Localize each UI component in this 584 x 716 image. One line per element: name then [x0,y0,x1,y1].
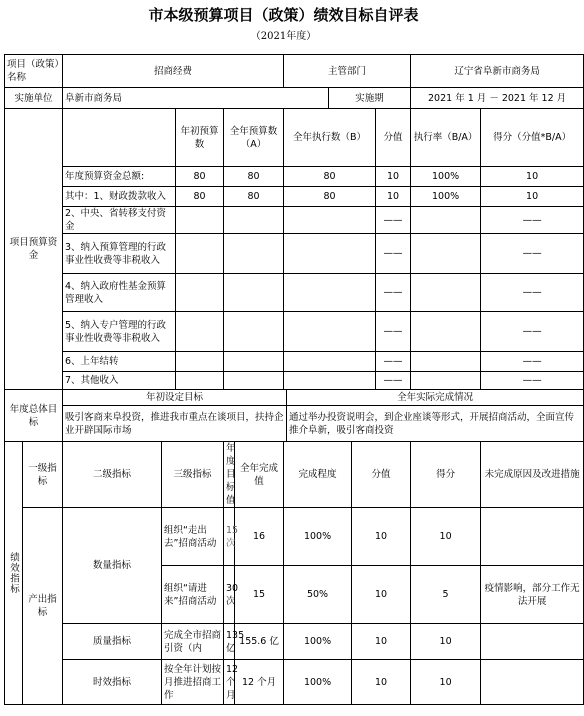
perf-level1-output: 产出指标 [23,508,63,705]
budget-rate: 100% [411,167,481,187]
perf-header-level2: 二级指标 [63,442,162,508]
budget-header-blank [63,109,176,167]
budget-rate [411,207,481,234]
budget-score-value: —— [376,274,411,312]
budget-initial [176,312,224,352]
budget-score: 10 [481,187,584,207]
header-score-value: 分值 [376,109,411,167]
budget-row [5,207,584,234]
budget-rate [411,372,481,390]
perf-degree: 100% [284,660,352,705]
perf-target: 30 次 [224,566,235,624]
perf-score: 10 [411,508,481,566]
budget-annual: 80 [224,167,284,187]
perf-row [5,624,584,660]
perf-row [5,508,584,566]
goals-done-text: 通过举办投资说明会，到企业座谈等形式，开展招商活动，全面宣传推介阜新，吸引客商投资 [287,406,584,442]
perf-score: 10 [411,624,481,660]
budget-score: —— [481,274,584,312]
perf-row [5,660,584,705]
budget-score: —— [481,207,584,234]
budget-rate [411,274,481,312]
budget-executed [284,372,376,390]
perf-section-label: 绩效指标 [5,442,23,705]
header-initial: 年初预算数 [176,109,224,167]
budget-score: —— [481,312,584,352]
budget-score-value: —— [376,312,411,352]
header-executed: 全年执行数（B） [284,109,376,167]
perf-reason: 疫情影响，部分工作无法开展 [481,566,584,624]
unit-value: 阜新市商务局 [63,88,329,109]
budget-row [5,274,584,312]
budget-score-value: —— [376,372,411,390]
budget-annual [224,274,284,312]
perf-actual: 12 个月 [235,660,284,705]
header-score: 得分（分值*B/A） [481,109,584,167]
perf-target: 135 亿 [224,624,235,660]
budget-initial [176,234,224,274]
budget-rate [411,312,481,352]
budget-section-label: 项目预算资金 [5,109,63,390]
perf-header-degree: 完成程度 [284,442,352,508]
perf-degree: 50% [284,566,352,624]
budget-score-value: —— [376,352,411,372]
header-annual: 全年预算数（A） [224,109,284,167]
dept-value: 辽宁省阜新市商务局 [411,55,584,88]
perf-actual: 16 [235,508,284,566]
budget-executed: 80 [284,187,376,207]
budget-rate [411,352,481,372]
budget-row-label: 7、其他收入 [63,372,176,390]
budget-initial [176,352,224,372]
budget-row-label: 4、纳入政府性基金预算管理收入 [63,274,176,312]
page-subtitle: （2021年度） [250,31,317,42]
perf-header-reason: 未完成原因及改进措施 [481,442,584,508]
budget-annual [224,207,284,234]
budget-initial: 80 [176,167,224,187]
perf-target: 15 次 [224,508,235,566]
budget-annual: 80 [224,187,284,207]
perf-actual: 15 [235,566,284,624]
budget-annual [224,352,284,372]
project-row [5,55,584,88]
budget-rate: 100% [411,187,481,207]
budget-executed [284,234,376,274]
budget-annual [224,312,284,352]
budget-annual [224,372,284,390]
perf-level3: 组织“走出去”招商活动 [162,508,224,566]
budget-annual [224,234,284,274]
budget-row [5,372,584,390]
project-name: 招商经费 [63,55,284,88]
perf-header-score-value: 分值 [352,442,411,508]
budget-score: 10 [481,167,584,187]
perf-reason-empty [481,508,584,566]
budget-executed [284,207,376,234]
perf-actual: 155.6 亿 [235,624,284,660]
perf-score-value: 10 [352,624,411,660]
period-value: 2021 年 1 月 － 2021 年 12 月 [411,88,584,109]
budget-header-row [5,109,584,167]
budget-score-value: 10 [376,167,411,187]
perf-time-label: 时效指标 [63,660,162,705]
unit-label: 实施单位 [5,88,63,109]
goals-header-row [5,390,584,406]
goals-set-header: 年初设定目标 [63,390,287,406]
budget-score: —— [481,352,584,372]
perf-level3: 组织“请进来”招商活动 [162,566,224,624]
goals-label: 年度总体目标 [5,390,63,442]
budget-row [5,167,584,187]
perf-score: 10 [411,660,481,705]
perf-reason-empty [481,660,584,705]
perf-score: 5 [411,566,481,624]
budget-row [5,352,584,372]
goals-set-text: 吸引客商来阜投资，推进我市重点在谈项目，扶持企业开辟国际市场 [63,406,287,442]
perf-degree: 100% [284,508,352,566]
budget-row-label: 年度预算资金总额: [63,167,176,187]
perf-score-value: 10 [352,508,411,566]
budget-executed [284,352,376,372]
budget-score-value: —— [376,234,411,274]
perf-header-actual: 全年完成值 [235,442,284,508]
budget-score: —— [481,234,584,274]
perf-header-level3: 三级指标 [162,442,224,508]
budget-initial [176,207,224,234]
budget-row-label: 3、纳入预算管理的行政事业性收费等非税收入 [63,234,176,274]
perf-header-row [5,442,584,508]
budget-executed [284,312,376,352]
perf-score-value: 10 [352,660,411,705]
perf-level3: 完成全市招商引资（内 [162,624,224,660]
period-label: 实施期 [329,88,411,109]
budget-row-label: 其中：1、财政拨款收入 [63,187,176,207]
budget-row-label: 2、中央、省转移支付资金 [63,207,176,234]
budget-row-label: 5、纳入专户管理的行政事业性收费等非税收入 [63,312,176,352]
budget-row-label: 6、上年结转 [63,352,176,372]
budget-initial [176,274,224,312]
goals-done-header: 全年实际完成情况 [287,390,584,406]
budget-rate [411,234,481,274]
budget-executed: 80 [284,167,376,187]
perf-header-level1: 一级指标 [23,442,63,508]
goals-text-row [5,406,584,442]
header-rate: 执行率（B/A） [411,109,481,167]
perf-level3: 按全年计划按月推进招商工作 [162,660,224,705]
budget-row [5,312,584,352]
project-label: 项目（政策）名称 [5,55,63,88]
evaluation-table [4,54,584,705]
budget-row [5,187,584,207]
page-title: 市本级预算项目（政策）绩效目标自评表 [148,6,419,24]
perf-header-target: 年度目标值 [224,442,235,508]
budget-score-value: —— [376,207,411,234]
budget-initial [176,372,224,390]
budget-executed [284,274,376,312]
perf-degree: 100% [284,624,352,660]
budget-row [5,234,584,274]
perf-score-value: 10 [352,566,411,624]
impl-row [5,88,584,109]
perf-reason-empty [481,624,584,660]
perf-quality-label: 质量指标 [63,624,162,660]
perf-target: 12 个月 [224,660,235,705]
budget-score-value: 10 [376,187,411,207]
dept-label: 主管部门 [284,55,411,88]
budget-score: —— [481,372,584,390]
budget-initial: 80 [176,187,224,207]
perf-qty-label: 数量指标 [63,508,162,624]
perf-header-score: 得分 [411,442,481,508]
